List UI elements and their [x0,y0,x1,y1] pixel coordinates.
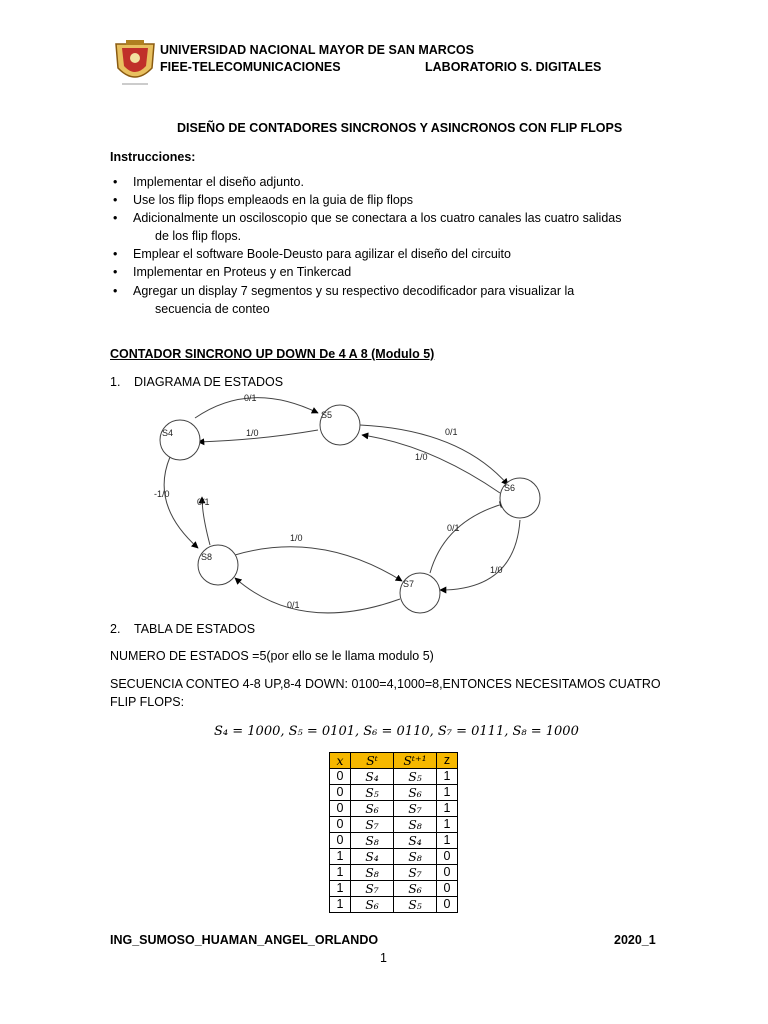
sequence-text-line1: SECUENCIA CONTEO 4-8 UP,8-4 DOWN: 0100=4,1000=8,ENTONCES NECESITAMOS CUATRO [110,677,661,691]
table-row [330,833,458,849]
table-cell: S₈ [394,817,437,833]
table-row [330,785,458,801]
table-cell: 0 [330,769,351,785]
table-cell: 0 [437,897,458,913]
table-cell: 0 [330,817,351,833]
table-cell: 0 [330,833,351,849]
table-row [330,897,458,913]
table-cell: S₄ [351,849,394,865]
table-cell: 1 [437,833,458,849]
table-cell: S₇ [351,817,394,833]
state-label: S6 [504,483,516,493]
num-states-text: NUMERO DE ESTADOS =5(por ello se le llama modulo 5) [110,649,434,663]
bullet-continuation: secuencia de conteo [155,302,270,316]
section-title: CONTADOR SINCRONO UP DOWN De 4 A 8 (Modulo 5) [110,347,435,361]
table-cell: 1 [437,769,458,785]
column-header: z [437,753,458,769]
table-cell: 1 [330,865,351,881]
table-cell: S₈ [394,849,437,865]
state-node [160,420,200,460]
table-cell: S₅ [351,785,394,801]
university-seal [112,38,158,88]
column-header: Sᵗ⁺¹ [394,753,437,769]
table-cell: 1 [330,849,351,865]
step-number: 2. [110,622,121,636]
table-cell: S₇ [394,801,437,817]
table-cell: 1 [437,817,458,833]
bullet-item: • Adicionalmente un osciloscopio que se conectara a los cuatro canales las cuatro salidas [113,211,622,225]
university-name: UNIVERSIDAD NACIONAL MAYOR DE SAN MARCOS [160,43,474,57]
state-label: S4 [162,428,174,438]
step-label: DIAGRAMA DE ESTADOS [134,375,284,389]
footer-author: ING_SUMOSO_HUAMAN_ANGEL_ORLANDO [110,933,379,947]
page-title: DISEÑO DE CONTADORES SINCRONOS Y ASINCRONOS CON FLIP FLOPS [177,121,623,135]
table-row [330,817,458,833]
table-row [330,849,458,865]
table-cell: S₅ [394,897,437,913]
lab-name: LABORATORIO S. DIGITALES [425,60,602,74]
bullet-item: • Implementar el diseño adjunto. [113,175,304,189]
table-cell: 0 [330,801,351,817]
table-row [330,881,458,897]
table-cell: S₆ [351,801,394,817]
instructions-heading: Instrucciones: [110,150,196,164]
faculty-name: FIEE-TELECOMUNICACIONES [160,60,341,74]
table-cell: S₅ [394,769,437,785]
table-cell: S₆ [351,897,394,913]
state-diagram [140,385,560,625]
edge-label: 0/1 [447,523,460,533]
bullet-item: • Emplear el software Boole-Deusto para agilizar el diseño del circuito [113,247,511,261]
table-cell: 0 [437,881,458,897]
table-header-row [330,753,458,769]
edge-label: 1/0 [290,533,303,543]
bullet-item: • Agregar un display 7 segmentos y su respectivo decodificador para visualizar la [113,284,575,298]
column-header: Sᵗ [351,753,394,769]
table-cell: S₈ [351,865,394,881]
sequence-text-line2: FLIP FLOPS: [110,695,185,709]
bullet-item: • Implementar en Proteus y en Tinkercad [113,265,352,279]
edge-label: 1/0 [415,452,428,462]
edge-label: 0/1 [287,600,300,610]
state-encoding-equation: S₄ = 1000, S₅ = 0101, S₆ = 0110, S₇ = 0111, S₈ = 1000 [214,724,579,739]
edge-label: 0/1 [244,393,257,403]
state-table [329,752,458,913]
bullet-item: • Use los flip flops empleaods en la guia de flip flops [113,193,414,207]
table-cell: S₆ [394,785,437,801]
step-number: 1. [110,375,121,389]
edge-label: -1/0 [154,489,170,499]
state-node [198,545,238,585]
edge-label: 1/0 [246,428,259,438]
table-cell: 1 [437,801,458,817]
edge-label: 0/1 [445,427,458,437]
table-row [330,769,458,785]
table-cell: S₄ [351,769,394,785]
state-label: S8 [201,552,213,562]
table-cell: S₇ [394,865,437,881]
table-cell: 0 [330,785,351,801]
table-cell: 1 [330,897,351,913]
state-label: S5 [321,410,333,420]
table-cell: 0 [437,849,458,865]
column-header: x [330,753,351,769]
table-row [330,865,458,881]
step-label: TABLA DE ESTADOS [134,622,256,636]
table-cell: 1 [330,881,351,897]
bullet-continuation: de los flip flops. [155,229,242,243]
state-label: S7 [403,579,415,589]
page-number: 1 [380,951,387,965]
table-cell: S₈ [351,833,394,849]
edge-label: 1/0 [490,565,503,575]
table-cell: S₄ [394,833,437,849]
table-cell: S₆ [394,881,437,897]
table-row [330,801,458,817]
table-cell: S₇ [351,881,394,897]
table-cell: 1 [437,785,458,801]
table-cell: 0 [437,865,458,881]
footer-term: 2020_1 [614,933,656,947]
edge-label: 0/1 [197,497,210,507]
